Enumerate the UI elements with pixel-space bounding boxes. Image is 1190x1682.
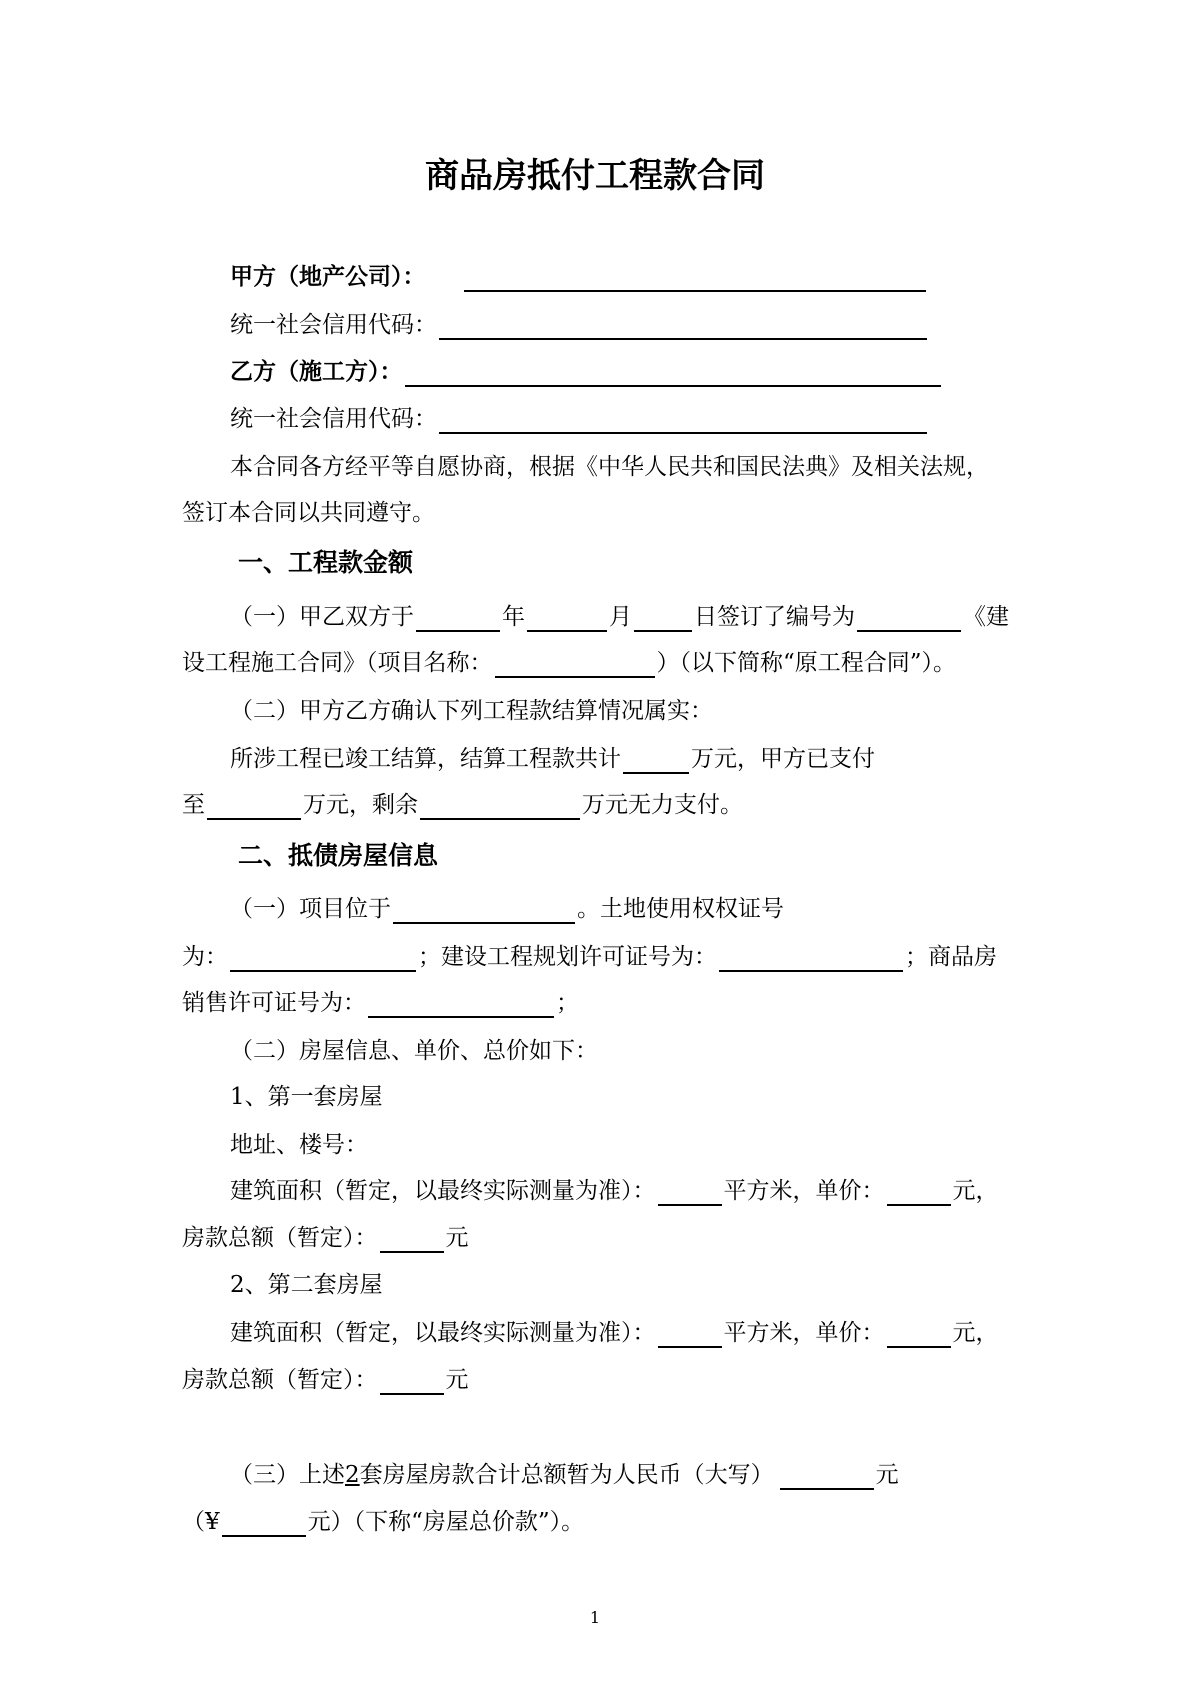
s2-p3-d: （¥ xyxy=(182,1509,220,1535)
s2-p3-c: 元 xyxy=(875,1462,899,1488)
s1-p1-line2-a: 设工程施工合同》（项目名称： xyxy=(182,650,493,676)
book-title-open: 《建 xyxy=(963,604,1009,630)
s1-p2: （二）甲方乙方确认下列工程款结算情况属实： xyxy=(230,698,713,724)
house-1-total-blank[interactable] xyxy=(380,1227,444,1253)
house-2-area-label: 建筑面积（暂定，以最终实际测量为准）： xyxy=(230,1320,656,1346)
s2-p1-line-1 xyxy=(230,894,784,924)
s1-p3-line-1 xyxy=(230,744,875,774)
house-1-area-label: 建筑面积（暂定，以最终实际测量为准）： xyxy=(230,1178,656,1204)
party-b-label: 乙方（施工方）： xyxy=(230,359,403,385)
paid-amount-blank[interactable] xyxy=(207,794,301,820)
house-count: 2 xyxy=(345,1462,360,1488)
s2-p3-line-1 xyxy=(230,1460,899,1490)
s2-p3-b: 套房屋房款合计总额暂为人民币（大写） xyxy=(359,1462,774,1488)
project-location-blank[interactable] xyxy=(393,898,575,924)
house-2-unit-price-label: 平方米，单价： xyxy=(723,1320,885,1346)
page-number: 1 xyxy=(589,1608,601,1627)
house-1-address: 地址、楼号： xyxy=(230,1132,368,1158)
house-1-unit-price-label: 平方米，单价： xyxy=(723,1178,885,1204)
party-a-name-blank[interactable] xyxy=(464,266,926,292)
house-1-total-line xyxy=(182,1223,469,1253)
planning-permit-blank[interactable] xyxy=(719,946,903,972)
day-label: 日签订了编号为 xyxy=(694,604,855,630)
house-1-title: 1、第一套房屋 xyxy=(230,1084,383,1110)
year-label: 年 xyxy=(502,604,525,630)
day-blank[interactable] xyxy=(634,606,692,632)
document-title: 商品房抵付工程款合同 xyxy=(425,156,765,196)
s1-p3-d: 万元，剩余 xyxy=(303,792,418,818)
section-2-heading: 二、抵债房屋信息 xyxy=(238,841,439,870)
year-blank[interactable] xyxy=(416,606,500,632)
house-2-total-label: 房款总额（暂定）： xyxy=(182,1367,378,1393)
house-2-title: 2、第二套房屋 xyxy=(230,1272,383,1298)
house-2-total-yuan: 元 xyxy=(445,1367,469,1393)
house-2-yuan-label: 元， xyxy=(952,1320,999,1346)
s2-p3-e: 元）（下称“房屋总价款”）。 xyxy=(307,1509,585,1535)
project-name-blank[interactable] xyxy=(495,652,655,678)
party-b-name-blank[interactable] xyxy=(405,361,941,387)
party-b-credit-label: 统一社会信用代码： xyxy=(230,406,437,432)
house-1-total-label: 房款总额（暂定）： xyxy=(182,1225,378,1251)
s1-p3-e: 万元无力支付。 xyxy=(582,792,743,818)
house-1-area-line xyxy=(230,1176,999,1206)
land-certificate-blank[interactable] xyxy=(230,946,416,972)
s2-p3-a: （三）上述 xyxy=(230,1462,345,1488)
party-a-label: 甲方（地产公司）： xyxy=(230,264,426,290)
house-1-unit-price-blank[interactable] xyxy=(887,1180,951,1206)
s2-p3-line-2 xyxy=(182,1507,584,1537)
s2-p1-d: ；建设工程规划许可证号为： xyxy=(418,944,717,970)
section-1-heading: 一、工程款金额 xyxy=(238,548,414,577)
house-1-yuan-label: 元， xyxy=(952,1178,999,1204)
s1-p1-line2-b: ）（以下简称“原工程合同”）。 xyxy=(656,650,957,676)
remaining-amount-blank[interactable] xyxy=(420,794,580,820)
s2-p1-line-3 xyxy=(182,988,579,1018)
s1-p1-line-2 xyxy=(182,648,956,678)
s2-p1-f: 销售许可证号为： xyxy=(182,990,366,1016)
s2-p1-e: ；商品房 xyxy=(905,944,997,970)
house-2-area-line xyxy=(230,1318,999,1348)
contract-number-blank[interactable] xyxy=(857,606,961,632)
s1-p3-c: 至 xyxy=(182,792,205,818)
s1-p3-line-2 xyxy=(182,790,743,820)
sales-permit-blank[interactable] xyxy=(368,992,554,1018)
s2-p1-g: ； xyxy=(556,990,579,1016)
house-2-total-blank[interactable] xyxy=(380,1369,444,1395)
total-amount-numeric-blank[interactable] xyxy=(222,1511,306,1537)
intro-line-2: 签订本合同以共同遵守。 xyxy=(182,500,435,526)
month-blank[interactable] xyxy=(527,606,607,632)
party-a-credit-blank[interactable] xyxy=(439,314,927,340)
s2-p1-line-2 xyxy=(182,942,997,972)
settlement-total-blank[interactable] xyxy=(623,748,689,774)
party-b-credit-blank[interactable] xyxy=(439,408,927,434)
house-2-total-line xyxy=(182,1365,469,1395)
s2-p1-b: 。土地使用权权证号 xyxy=(577,896,784,922)
house-1-area-blank[interactable] xyxy=(658,1180,722,1206)
s2-p1-c: 为： xyxy=(182,944,228,970)
s1-p3-a: 所涉工程已竣工结算，结算工程款共计 xyxy=(230,746,621,772)
month-label: 月 xyxy=(609,604,632,630)
s2-p1-a: （一）项目位于 xyxy=(230,896,391,922)
party-a-credit-label: 统一社会信用代码： xyxy=(230,312,437,338)
intro-line-1: 本合同各方经平等自愿协商，根据《中华人民共和国民法典》及相关法规， xyxy=(230,454,989,480)
house-2-unit-price-blank[interactable] xyxy=(887,1322,951,1348)
house-2-area-blank[interactable] xyxy=(658,1322,722,1348)
s1-p3-b: 万元，甲方已支付 xyxy=(691,746,875,772)
s1-p1-line-1 xyxy=(230,602,1009,632)
party-b-line xyxy=(230,357,943,387)
party-a-credit-line xyxy=(230,310,929,340)
total-amount-words-blank[interactable] xyxy=(780,1464,874,1490)
s1-p1-prefix: （一）甲乙双方于 xyxy=(230,604,414,630)
party-b-credit-line xyxy=(230,404,929,434)
house-1-total-yuan: 元 xyxy=(445,1225,469,1251)
s2-p2: （二）房屋信息、单价、总价如下： xyxy=(230,1038,598,1064)
party-a-line xyxy=(230,262,928,292)
